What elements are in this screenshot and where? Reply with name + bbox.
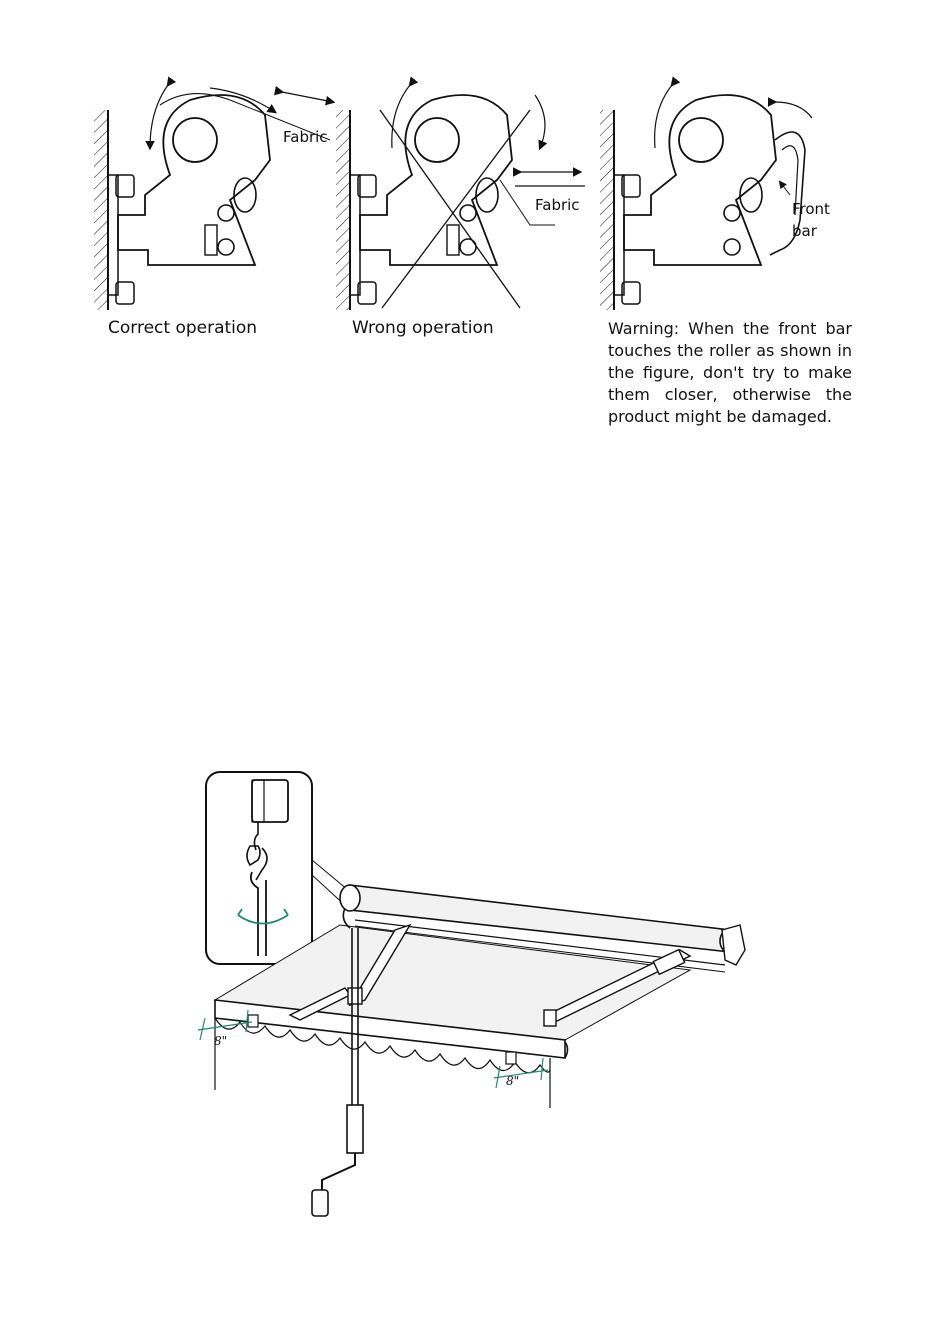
warning-text: Warning: When the front bar touches the roller as shown in the figure, don't try to make them closer, otherwise the product might be damaged. bbox=[608, 319, 852, 426]
panel-correct-operation bbox=[94, 85, 333, 310]
dimension-left: 8" bbox=[214, 1034, 228, 1048]
dimension-right: 8" bbox=[506, 1074, 520, 1088]
front-bar-label-line2: bar bbox=[792, 222, 817, 240]
fabric-label-2: Fabric bbox=[535, 196, 580, 214]
panel-front-bar-warning bbox=[600, 85, 830, 310]
caption-wrong-operation: Wrong operation bbox=[352, 318, 494, 338]
front-bar-label-line1: Front bbox=[792, 200, 830, 218]
bracket-figures bbox=[0, 0, 933, 320]
caption-correct-operation: Correct operation bbox=[108, 318, 258, 338]
awning-illustration bbox=[0, 760, 933, 1240]
fabric-label-1: Fabric bbox=[283, 128, 328, 146]
panel-wrong-operation bbox=[336, 85, 585, 310]
